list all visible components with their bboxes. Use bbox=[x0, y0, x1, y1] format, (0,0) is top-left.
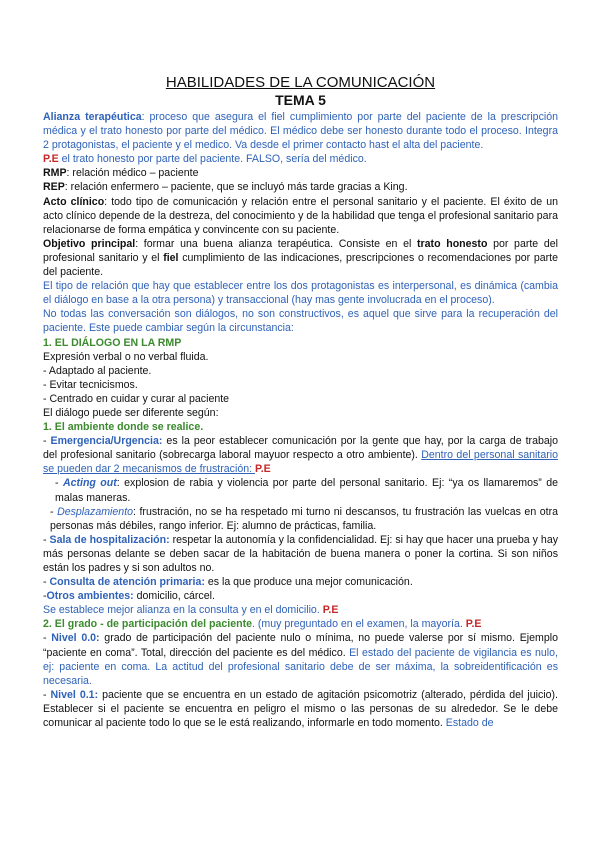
paragraph-pe-trato bbox=[43, 152, 558, 166]
text-alianza: : proceso que asegura el fiel cumplimiento por parte del paciente de la prescripción médica y el trato honesto por parte del médico. El médico debe ser honesto durante todo el proceso. Integra 2 protagonistas, el paciente y el medico. Va desde el primer contacto hast el alta del paciente. bbox=[43, 111, 558, 152]
paragraph-rep bbox=[43, 180, 558, 194]
term-desplazamiento: Desplazamiento bbox=[57, 505, 134, 518]
title-grado: 2. El grado - de participación del paciente bbox=[43, 618, 252, 631]
bullet-item: - Evitar tecnicismos. bbox=[43, 378, 138, 391]
text-acting-out: : explosion de rabia y violencia por parte del personal sanitario. Ej: “ya os llamaremos” de malas maneras. bbox=[55, 477, 558, 504]
paragraph-mejor-alianza bbox=[43, 603, 558, 617]
text-grado: . (muy preguntado en el examen, la mayoría. bbox=[251, 618, 466, 631]
section-heading-dialogo: 1. EL DIÁLOGO EN LA RMP bbox=[43, 336, 182, 349]
text-frustracion: Dentro del personal sanitario se pueden dar 2 mecanismos de frustración: bbox=[43, 449, 558, 476]
text-acto-clinico: : todo tipo de comunicación y relación entre el personal sanitario y el paciente. El éxito de un acto clínico depende de la destreza, del conocimiento y de la habilidad que tenga el profesional sanitario para relacionarse de forma empática y convincente con su paciente. bbox=[43, 195, 558, 236]
text-objetivo-3: cumplimiento de las indicaciones, prescripciones o recomendaciones por parte del paciente. bbox=[43, 251, 558, 279]
text-mejor-alianza: Se establece mejor alianza en la consulta y en el domicilio. bbox=[43, 604, 323, 617]
subheading-ambiente: 1. El ambiente donde se realice. bbox=[43, 421, 204, 434]
text-emergencia: es la peor establecer comunicación por la gente que hay, por la carga de trabajo del profesional sanitario (sobrecarga laboral mayuor respecto a otro ambiente). bbox=[43, 435, 558, 462]
term-otros: Otros ambientes: bbox=[46, 590, 134, 603]
text-sala: respetar la autonomía y la confidencialidad. Ej: si hay que hacer una prueba y hay más personas delante se deben sacar de la habitación de buena manera o poner la cortina. Si son niños están los padres y si son adultos no. bbox=[43, 533, 559, 574]
page-title: HABILIDADES DE LA COMUNICACIÓN bbox=[165, 74, 436, 91]
paragraph-tipo-relacion: El tipo de relación que hay que establecer entre los dos protagonistas es interpersonal, es dinámica (cambia el diálogo en base a la otra persona) y transaccional (hay mas gente involucrada en el proceso). bbox=[43, 280, 558, 307]
paragraph-alianza bbox=[43, 110, 558, 152]
term-nivel-0-0: Nivel 0.0: bbox=[51, 632, 100, 645]
paragraph-acting-out: - Acting out: explosion de rabia y violencia por parte del personal sanitario. Ej: “ya os llamaremos” de malas maneras. bbox=[55, 477, 558, 504]
paragraph-nivel-0-1: - Nivel 0.1: paciente que se encuentra en un estado de agitación psicomotriz (alterado, pérdida del juicio). Establecer si el paciente se encuentra en peligro el mismo o las personas de su alrededor. Se le debe comunicar al paciente todo lo que se le está realizando, informarle en todo momento. Estado de bbox=[43, 688, 558, 730]
text-objetivo-1: : formar una buena alianza terapéutica. Consiste en el bbox=[135, 237, 418, 250]
blue-nivel-0-1: Estado de bbox=[445, 717, 494, 730]
text-objetivo-2: por parte del profesional sanitario y el bbox=[43, 237, 558, 264]
text-nivel-0-1: paciente que se encuentra en un estado de agitación psicomotriz (alterado, pérdida del juicio). Establecer si el paciente se encuentra en peligro el mismo o las personas de su alrededor. Se le debe comunicar al paciente todo lo que se le está realizando, informarle en todo momento. bbox=[43, 688, 558, 730]
paragraph-expresion: Expresión verbal o no verbal fluida. bbox=[43, 350, 209, 363]
term-objetivo: Objetivo principal bbox=[43, 237, 136, 250]
page-subtitle: TEMA 5 bbox=[275, 92, 326, 108]
subheading-grado bbox=[43, 617, 558, 631]
text-nivel-0-0: grado de participación del paciente nulo o mínima, no puede valerse por sí mismo. Ejemplo “paciente en coma”. Total, dirección del paciente es del médico. bbox=[43, 632, 558, 659]
paragraph-acto-clinico bbox=[43, 195, 558, 237]
pe-tag: P.E bbox=[322, 604, 339, 617]
paragraph-sala: - Sala de hospitalización: respetar la autonomía y la confidencialidad. Ej: si hay que hacer una prueba y hay más personas delante se deben sacar de la habitación de buena manera o poner la cortina. Si son niños están los padres y si son adultos no. bbox=[43, 533, 559, 574]
paragraph-desplazamiento: - Desplazamiento: frustración, no se ha respetado mi turno ni descansos, tu frustración las vuelcas en otra personas más débiles, rango inferior. Ej: alumno de prácticas, familia. bbox=[50, 505, 558, 532]
bullet-item: - Adaptado al paciente. bbox=[43, 364, 152, 377]
text-rmp: : relación médico – paciente bbox=[66, 167, 199, 180]
paragraph-consulta: - Consulta de atención primaria: es la que produce una mejor comunicación. bbox=[43, 576, 413, 589]
bold-trato-honesto: trato honesto bbox=[417, 237, 488, 250]
text-pe-trato: el trato honesto por parte del paciente. FALSO, sería del médico. bbox=[58, 153, 367, 166]
paragraph-nivel-0-0: - Nivel 0.0: grado de participación del paciente nulo o mínima, no puede valerse por sí mismo. Ejemplo “paciente en coma”. Total, dirección del paciente es del médico. El estado del paciente de vigilancia es nulo, ej: paciente en coma. La actitud del profesional sanitario debe de ser máxima, la sobreidentificación es necesaria. bbox=[43, 632, 558, 687]
paragraph-no-todas: No todas las conversación son diálogos, no son constructivos, es aquel que sirve para la recuperación del paciente. Este puede cambiar según la circunstancia: bbox=[43, 308, 558, 335]
term-nivel-0-1: Nivel 0.1: bbox=[50, 688, 99, 701]
term-consulta: Consulta de atención primaria: bbox=[49, 576, 205, 589]
term-rep: REP bbox=[43, 181, 65, 194]
term-emergencia: Emergencia/Urgencia: bbox=[50, 435, 163, 448]
bullet-item: - Centrado en cuidar y curar al paciente bbox=[43, 392, 230, 405]
term-acting-out: Acting out bbox=[62, 477, 117, 490]
paragraph-dialogo-diferente: El diálogo puede ser diferente según: bbox=[43, 406, 219, 419]
paragraph-emergencia: - Emergencia/Urgencia: es la peor establecer comunicación por la gente que hay, por la carga de trabajo del profesional sanitario (sobrecarga laboral mayuor respecto a otro ambiente). Dentro del personal sanitario se pueden dar 2 mecanismos de frustración: P.E bbox=[43, 435, 558, 476]
term-alianza: Alianza terapéutica bbox=[43, 111, 142, 123]
text-consulta: es la que produce una mejor comunicación. bbox=[204, 576, 413, 589]
term-acto-clinico: Acto clínico bbox=[43, 195, 105, 208]
pe-tag: P.E bbox=[465, 618, 482, 631]
text-rep: : relación enfermero – paciente, que se incluyó más tarde gracias a King. bbox=[64, 181, 408, 194]
term-rmp: RMP bbox=[43, 167, 67, 180]
term-sala: Sala de hospitalización: bbox=[49, 533, 170, 546]
text-otros: domicilio, cárcel. bbox=[133, 590, 215, 603]
pe-tag: P.E bbox=[255, 463, 271, 476]
text-desplazamiento: : frustración, no se ha respetado mi turno ni descansos, tu frustración las vuelcas en otra personas más débiles, rango inferior. Ej: alumno de prácticas, familia. bbox=[50, 505, 558, 532]
paragraph-objetivo bbox=[43, 237, 558, 279]
paragraph-otros: -Otros ambientes: domicilio, cárcel. bbox=[43, 590, 215, 603]
blue-nivel-0-0: El estado del paciente de vigilancia es nulo, ej: paciente en coma. La actitud del profesional sanitario debe de ser máxima, la sobreidentificación es necesaria. bbox=[43, 646, 558, 687]
paragraph-rmp bbox=[43, 166, 558, 180]
pe-tag: P.E bbox=[43, 153, 59, 166]
bold-fiel: fiel bbox=[163, 251, 179, 264]
